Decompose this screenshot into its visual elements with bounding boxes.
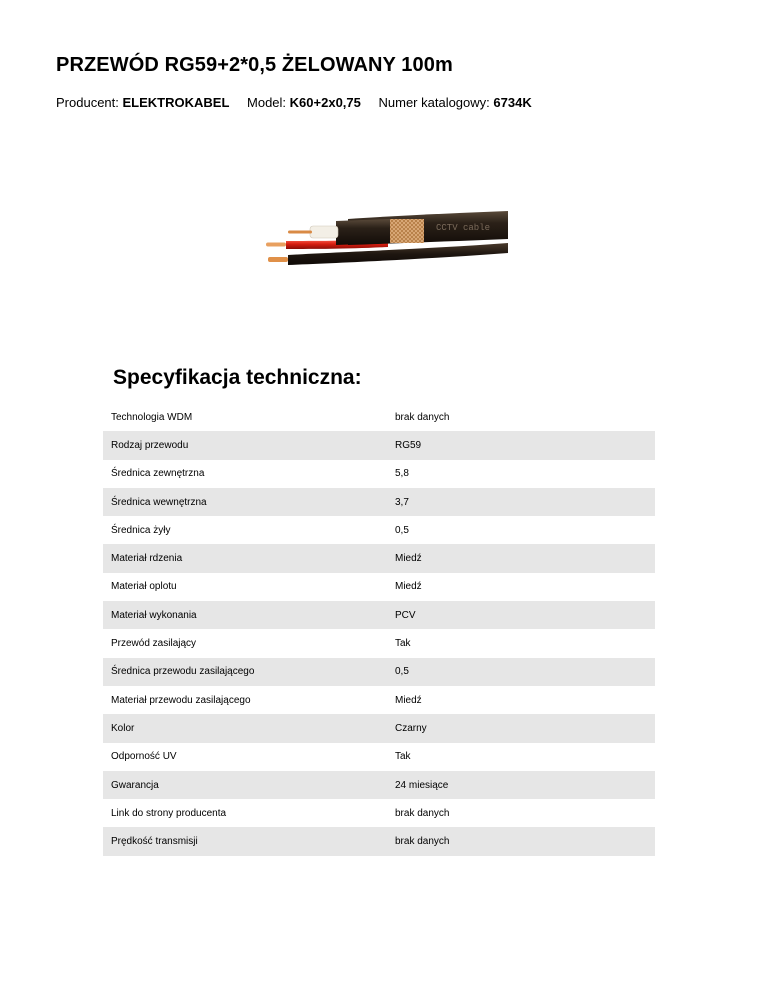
spec-key: Gwarancja [103, 771, 387, 799]
spec-key: Odporność UV [111, 751, 177, 763]
spec-key: Link do strony producenta [111, 807, 227, 819]
spec-row [103, 658, 655, 686]
spec-row [103, 460, 655, 488]
spec-value: 3,7 [387, 488, 655, 516]
producer-value: ELEKTROKABEL [122, 95, 230, 110]
spec-key: Materiał przewodu zasilającego [111, 694, 251, 706]
catalog-label: Numer katalogowy: [378, 95, 490, 110]
spec-row [103, 827, 655, 855]
catalog-value: 6734K [493, 95, 532, 110]
spec-key: Materiał oplotu [111, 581, 177, 593]
spec-value: Czarny [387, 714, 655, 742]
spec-value: brak danych [387, 827, 655, 855]
spec-table [103, 403, 655, 856]
spec-key: Technologia WDM [111, 411, 193, 423]
spec-value: 5,8 [395, 468, 409, 480]
spec-key: Prędkość transmisji [103, 827, 387, 855]
spec-key: Materiał wykonania [103, 601, 387, 629]
spec-value: Miedź [395, 694, 422, 706]
spec-value: brak danych [395, 807, 450, 819]
product-meta [56, 95, 546, 110]
spec-key: Średnica zewnętrzna [111, 468, 205, 480]
spec-value: brak danych [395, 411, 450, 423]
spec-key: Średnica żyły [111, 524, 171, 536]
spec-row [103, 686, 655, 714]
spec-value: 0,5 [387, 658, 655, 686]
spec-row [103, 771, 655, 799]
model-value: K60+2x0,75 [289, 95, 361, 110]
spec-value: 0,5 [395, 524, 409, 536]
spec-row [103, 601, 655, 629]
spec-heading: Specyfikacja techniczna: [113, 366, 362, 389]
spec-row [103, 488, 655, 516]
spec-row [103, 403, 655, 431]
spec-value: Miedź [387, 544, 655, 572]
spec-key: Średnica wewnętrzna [103, 488, 387, 516]
spec-key: Przewód zasilający [111, 638, 197, 650]
spec-value: Tak [395, 638, 411, 650]
cable-print-text: CCTV cable [436, 223, 491, 233]
spec-value: RG59 [387, 431, 655, 459]
spec-value: Tak [395, 751, 411, 763]
spec-row [103, 544, 655, 572]
product-title: PRZEWÓD RG59+2*0,5 ŻELOWANY 100m [56, 54, 453, 76]
spec-value: Miedź [395, 581, 422, 593]
model-label: Model: [247, 95, 287, 110]
spec-key: Średnica przewodu zasilającego [103, 658, 387, 686]
spec-key: Rodzaj przewodu [103, 431, 387, 459]
spec-value: PCV [387, 601, 655, 629]
spec-row [103, 799, 655, 827]
spec-row [103, 629, 655, 657]
producer-label: Producent: [56, 95, 119, 110]
model-info [247, 95, 361, 110]
spec-value: 24 miesiące [387, 771, 655, 799]
spec-row [103, 431, 655, 459]
spec-row [103, 573, 655, 601]
spec-key: Materiał rdzenia [103, 544, 387, 572]
spec-key: Kolor [103, 714, 387, 742]
spec-row [103, 743, 655, 771]
spec-row [103, 714, 655, 742]
catalog-info [379, 95, 532, 110]
product-cable-image [258, 205, 508, 275]
producer-info [56, 95, 229, 110]
spec-row [103, 516, 655, 544]
